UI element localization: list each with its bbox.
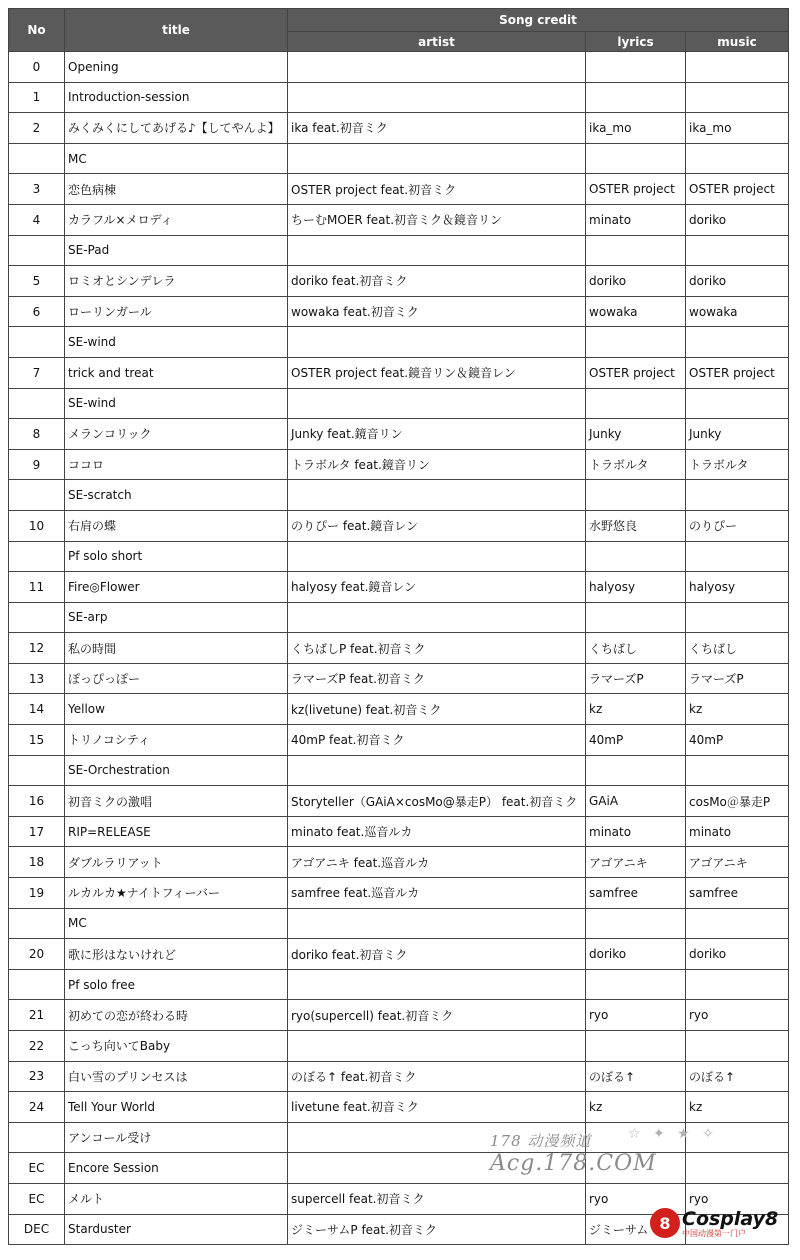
cell-no: 9: [9, 449, 65, 480]
table-row: [9, 847, 789, 878]
cell-title: こっち向いてBaby: [65, 1031, 288, 1062]
cell-no: 5: [9, 266, 65, 297]
cell-no: [9, 908, 65, 939]
brand-watermark: [650, 1208, 778, 1238]
cell-lyrics: [586, 235, 686, 266]
cell-no: 11: [9, 572, 65, 603]
cell-title: Tell Your World: [65, 1092, 288, 1123]
cell-no: 3: [9, 174, 65, 205]
cell-title: Fire◎Flower: [65, 572, 288, 603]
cell-music: ika_mo: [686, 113, 789, 144]
cell-title: SE-scratch: [65, 480, 288, 511]
table-row: [9, 939, 789, 970]
cell-title: ルカルカ★ナイトフィーバー: [65, 878, 288, 909]
cell-title: RIP=RELEASE: [65, 816, 288, 847]
cell-artist: samfree feat.巡音ルカ: [288, 878, 586, 909]
cell-artist: Storyteller（GAiA×cosMo@暴走P） feat.初音ミク: [288, 786, 586, 817]
table-row: [9, 296, 789, 327]
cell-no: 19: [9, 878, 65, 909]
cell-artist: [288, 82, 586, 113]
cell-artist: [288, 480, 586, 511]
cell-lyrics: OSTER project: [586, 357, 686, 388]
cell-artist: OSTER project feat.鏡音リン＆鏡音レン: [288, 357, 586, 388]
cell-music: [686, 908, 789, 939]
cell-no: [9, 388, 65, 419]
table-row: [9, 816, 789, 847]
cell-artist: ryo(supercell) feat.初音ミク: [288, 1000, 586, 1031]
cell-lyrics: [586, 143, 686, 174]
cell-artist: doriko feat.初音ミク: [288, 939, 586, 970]
site-name: 178 动漫频道: [490, 1132, 592, 1150]
table-row: [9, 143, 789, 174]
cell-title: MC: [65, 143, 288, 174]
cell-music: トラボルタ: [686, 449, 789, 480]
cell-title: 初めての恋が終わる時: [65, 1000, 288, 1031]
cell-title: 白い雪のプリンセスは: [65, 1061, 288, 1092]
cell-no: 17: [9, 816, 65, 847]
cell-lyrics: [586, 388, 686, 419]
cell-artist: ジミーサムP feat.初音ミク: [288, 1214, 586, 1245]
cell-artist: [288, 388, 586, 419]
table-row: [9, 694, 789, 725]
cell-title: 初音ミクの激唱: [65, 786, 288, 817]
cell-no: [9, 235, 65, 266]
cell-music: halyosy: [686, 572, 789, 603]
table-row: [9, 908, 789, 939]
cell-no: 16: [9, 786, 65, 817]
cell-music: [686, 541, 789, 572]
cell-title: みくみくにしてあげる♪【してやんよ】: [65, 113, 288, 144]
table-row: [9, 878, 789, 909]
cell-lyrics: doriko: [586, 939, 686, 970]
cell-no: 8: [9, 419, 65, 450]
cell-no: 21: [9, 1000, 65, 1031]
cell-lyrics: GAiA: [586, 786, 686, 817]
cell-lyrics: ika_mo: [586, 113, 686, 144]
cell-lyrics: [586, 602, 686, 633]
cell-title: Encore Session: [65, 1153, 288, 1184]
table-row: [9, 388, 789, 419]
cell-no: [9, 143, 65, 174]
cell-lyrics: [586, 541, 686, 572]
table-row: [9, 969, 789, 1000]
cell-music: wowaka: [686, 296, 789, 327]
cell-no: 6: [9, 296, 65, 327]
cell-artist: [288, 755, 586, 786]
header-no: No: [9, 9, 65, 52]
setlist-table: [8, 8, 789, 1245]
cell-no: [9, 327, 65, 358]
cell-lyrics: [586, 908, 686, 939]
cell-lyrics: ラマーズP: [586, 663, 686, 694]
cell-music: minato: [686, 816, 789, 847]
cell-title: ダブルラリアット: [65, 847, 288, 878]
cell-artist: くちばしP feat.初音ミク: [288, 633, 586, 664]
cell-lyrics: アゴアニキ: [586, 847, 686, 878]
cell-lyrics: wowaka: [586, 296, 686, 327]
cell-title: Starduster: [65, 1214, 288, 1245]
table-row: [9, 572, 789, 603]
cell-music: doriko: [686, 939, 789, 970]
cell-artist: [288, 52, 586, 83]
cell-title: 恋色病棟: [65, 174, 288, 205]
cell-music: [686, 602, 789, 633]
cell-lyrics: kz: [586, 694, 686, 725]
cell-title: トリノコシティ: [65, 725, 288, 756]
cell-no: [9, 602, 65, 633]
table-row: [9, 725, 789, 756]
cell-title: SE-Orchestration: [65, 755, 288, 786]
cell-title: Yellow: [65, 694, 288, 725]
table-row: [9, 1153, 789, 1184]
cell-artist: ラマーズP feat.初音ミク: [288, 663, 586, 694]
cell-music: OSTER project: [686, 174, 789, 205]
table-row: [9, 174, 789, 205]
cell-no: 4: [9, 204, 65, 235]
table-row: [9, 327, 789, 358]
cell-artist: アゴアニキ feat.巡音ルカ: [288, 847, 586, 878]
cell-lyrics: トラボルタ: [586, 449, 686, 480]
cell-lyrics: OSTER project: [586, 174, 686, 205]
cell-music: [686, 143, 789, 174]
cell-artist: [288, 908, 586, 939]
brand-subtitle: 中国动漫第一门户: [682, 1228, 746, 1238]
cell-music: samfree: [686, 878, 789, 909]
table-row: [9, 755, 789, 786]
cell-music: [686, 1153, 789, 1184]
cell-title: ぽっぴっぽー: [65, 663, 288, 694]
cell-lyrics: samfree: [586, 878, 686, 909]
cell-title: Opening: [65, 52, 288, 83]
header-artist: artist: [288, 32, 586, 52]
cell-music: [686, 52, 789, 83]
cell-title: SE-wind: [65, 388, 288, 419]
cell-no: 0: [9, 52, 65, 83]
cell-title: カラフル×メロディ: [65, 204, 288, 235]
cell-no: 18: [9, 847, 65, 878]
cell-artist: 40mP feat.初音ミク: [288, 725, 586, 756]
cell-lyrics: [586, 755, 686, 786]
cell-lyrics: 40mP: [586, 725, 686, 756]
cell-lyrics: 水野悠良: [586, 510, 686, 541]
cell-music: ryo: [686, 1183, 789, 1214]
cell-music: kz: [686, 694, 789, 725]
cell-artist: [288, 143, 586, 174]
cell-lyrics: kz: [586, 1092, 686, 1123]
cell-lyrics: doriko: [586, 266, 686, 297]
table-row: [9, 357, 789, 388]
cell-no: [9, 480, 65, 511]
cell-lyrics: ジミーサム: [586, 1214, 686, 1245]
cell-lyrics: [586, 1031, 686, 1062]
table-row: [9, 602, 789, 633]
cell-music: [686, 235, 789, 266]
cell-artist: OSTER project feat.初音ミク: [288, 174, 586, 205]
cell-artist: のぼる↑ feat.初音ミク: [288, 1061, 586, 1092]
cell-title: Pf solo free: [65, 969, 288, 1000]
cell-lyrics: ryo: [586, 1183, 686, 1214]
cell-artist: ika feat.初音ミク: [288, 113, 586, 144]
cell-title: ロミオとシンデレラ: [65, 266, 288, 297]
table-row: [9, 663, 789, 694]
cell-lyrics: [586, 82, 686, 113]
cell-title: Introduction-session: [65, 82, 288, 113]
cell-artist: [288, 969, 586, 1000]
cell-title: 右肩の蝶: [65, 510, 288, 541]
cell-lyrics: [586, 327, 686, 358]
table-row: [9, 633, 789, 664]
cell-no: 14: [9, 694, 65, 725]
table-row: [9, 1031, 789, 1062]
header-lyrics: lyrics: [586, 32, 686, 52]
cell-lyrics: [586, 969, 686, 1000]
cell-music: [686, 1031, 789, 1062]
cell-artist: [288, 541, 586, 572]
table-row: [9, 52, 789, 83]
cell-lyrics: ryo: [586, 1000, 686, 1031]
cell-artist: Junky feat.鏡音リン: [288, 419, 586, 450]
cell-artist: minato feat.巡音ルカ: [288, 816, 586, 847]
cell-music: アゴアニキ: [686, 847, 789, 878]
cell-title: trick and treat: [65, 357, 288, 388]
cell-artist: トラボルタ feat.鏡音リン: [288, 449, 586, 480]
cell-no: 7: [9, 357, 65, 388]
cell-music: ryo: [686, 1000, 789, 1031]
cell-lyrics: のぼる↑: [586, 1061, 686, 1092]
cell-artist: ちーむMOER feat.初音ミク＆鏡音リン: [288, 204, 586, 235]
table-row: [9, 82, 789, 113]
cell-music: ラマーズP: [686, 663, 789, 694]
cell-no: 12: [9, 633, 65, 664]
cell-lyrics: Junky: [586, 419, 686, 450]
cell-artist: supercell feat.初音ミク: [288, 1183, 586, 1214]
cell-artist: kz(livetune) feat.初音ミク: [288, 694, 586, 725]
cell-title: メルト: [65, 1183, 288, 1214]
cell-lyrics: [586, 480, 686, 511]
cell-lyrics: minato: [586, 204, 686, 235]
table-row: [9, 541, 789, 572]
header-title: title: [65, 9, 288, 52]
cell-no: DEC: [9, 1214, 65, 1245]
cell-title: Pf solo short: [65, 541, 288, 572]
cell-title: 歌に形はないけれど: [65, 939, 288, 970]
table-row: [9, 204, 789, 235]
header-music: music: [686, 32, 789, 52]
cell-no: 1: [9, 82, 65, 113]
cell-music: [686, 969, 789, 1000]
cell-title: ローリンガール: [65, 296, 288, 327]
cell-lyrics: くちばし: [586, 633, 686, 664]
cell-no: [9, 969, 65, 1000]
cell-music: [686, 327, 789, 358]
cell-no: 13: [9, 663, 65, 694]
cell-artist: [288, 1031, 586, 1062]
cell-music: kz: [686, 1092, 789, 1123]
table-row: [9, 235, 789, 266]
cell-no: [9, 1122, 65, 1153]
cell-artist: のりぴー feat.鏡音レン: [288, 510, 586, 541]
table-row: [9, 419, 789, 450]
cell-artist: [288, 235, 586, 266]
site-watermark: [490, 1130, 657, 1176]
cell-title: ココロ: [65, 449, 288, 480]
cell-title: SE-wind: [65, 327, 288, 358]
cell-music: [686, 755, 789, 786]
table-row: [9, 266, 789, 297]
cell-title: 私の時間: [65, 633, 288, 664]
cell-no: 10: [9, 510, 65, 541]
cell-music: くちばし: [686, 633, 789, 664]
setlist-table-container: [8, 8, 788, 1245]
table-row: [9, 1000, 789, 1031]
table-row: [9, 1061, 789, 1092]
cell-music: [686, 480, 789, 511]
cell-no: 2: [9, 113, 65, 144]
cell-music: doriko: [686, 266, 789, 297]
cell-lyrics: halyosy: [586, 572, 686, 603]
cell-music: 40mP: [686, 725, 789, 756]
cell-title: SE-arp: [65, 602, 288, 633]
cell-artist: doriko feat.初音ミク: [288, 266, 586, 297]
cell-no: 24: [9, 1092, 65, 1123]
cell-title: SE-Pad: [65, 235, 288, 266]
cell-music: Junky: [686, 419, 789, 450]
cell-title: アンコール受け: [65, 1122, 288, 1153]
table-row: [9, 113, 789, 144]
table-row: [9, 480, 789, 511]
stars-decoration: ☆ ✦ ★ ✧: [628, 1126, 718, 1142]
cell-artist: livetune feat.初音ミク: [288, 1092, 586, 1123]
table-row: [9, 510, 789, 541]
cell-no: 22: [9, 1031, 65, 1062]
table-row: [9, 1092, 789, 1123]
cell-title: メランコリック: [65, 419, 288, 450]
cell-music: [686, 82, 789, 113]
cell-no: EC: [9, 1183, 65, 1214]
cell-music: OSTER project: [686, 357, 789, 388]
brand-name: Cosplay8: [682, 1207, 779, 1230]
cell-artist: [288, 327, 586, 358]
table-row: [9, 449, 789, 480]
cell-music: cosMo＠暴走P: [686, 786, 789, 817]
cell-lyrics: [586, 52, 686, 83]
cell-no: 15: [9, 725, 65, 756]
cell-no: 23: [9, 1061, 65, 1092]
cell-no: 20: [9, 939, 65, 970]
cell-no: EC: [9, 1153, 65, 1184]
brand-logo-icon: 8: [650, 1208, 680, 1238]
cell-artist: [288, 602, 586, 633]
cell-music: [686, 388, 789, 419]
site-url: Acg.178.COM: [490, 1151, 657, 1176]
cell-no: [9, 541, 65, 572]
cell-lyrics: minato: [586, 816, 686, 847]
cell-artist: wowaka feat.初音ミク: [288, 296, 586, 327]
cell-music: のぼる↑: [686, 1061, 789, 1092]
cell-title: MC: [65, 908, 288, 939]
cell-artist: halyosy feat.鏡音レン: [288, 572, 586, 603]
cell-no: [9, 755, 65, 786]
table-row: [9, 786, 789, 817]
header-song-credit: Song credit: [288, 9, 789, 32]
cell-music: のりぴー: [686, 510, 789, 541]
cell-music: doriko: [686, 204, 789, 235]
